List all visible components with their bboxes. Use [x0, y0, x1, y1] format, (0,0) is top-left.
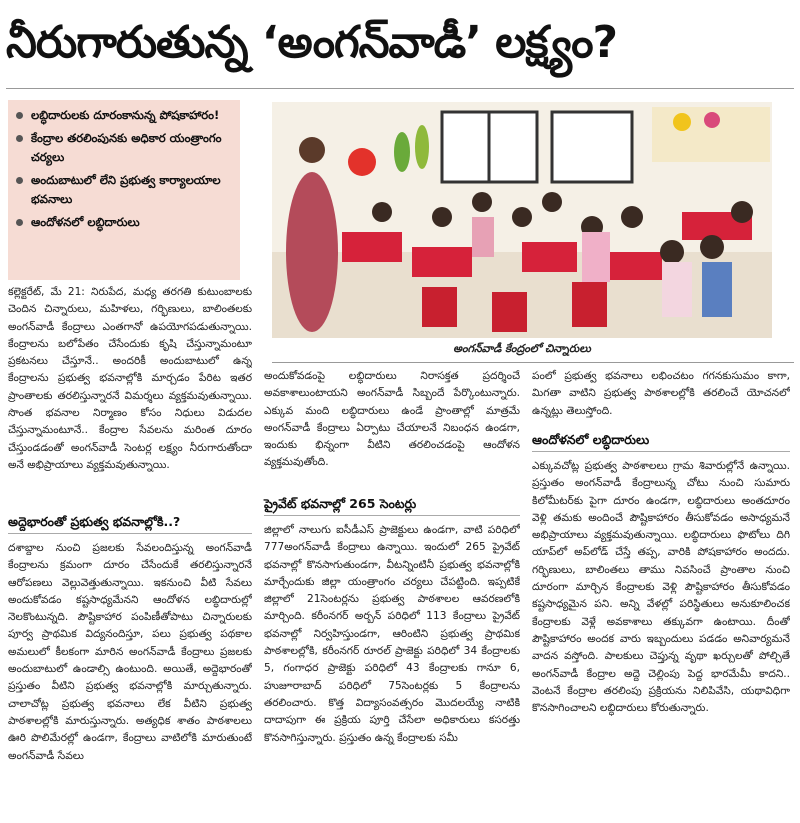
headline: నీరుగారుతున్న ‘అంగన్‌వాడీ’ లక్ష్యం?	[6, 17, 618, 68]
col3-subhead: ఆందోళనలో లబ్ధిదారులు	[532, 432, 650, 447]
highlight-text: అందుబాటులో లేని ప్రభుత్వ కార్యాలయాల భవనాలు	[31, 173, 221, 206]
paragraph: దశాబ్దాల నుంచి ప్రజలకు సేవలందిస్తున్న అంగన్‌వాడీ కేంద్రాలను క్రమంగా దూరం చేసేందుకే తరలిస్తున్నారనే ఆరోపణలు వెల్లువెత్తుతున్నాయి. ఇకనుంచి వీటి సేవలు అందుకోవడం కష్టసాధ్యమేనని ఆందోళన లబ్ధిదారుల్లో నెలకొంటున్నది. పౌష్టికాహార పంపిణీతోపాటు చిన్నారులకు పూర్వ ప్రాథమిక విద్యనందిస్తూ, పలు ప్రభుత్వ పథకాల అమలులో కీలకంగా మారిన అంగన్‌వాడీ కేంద్రాలు ప్రజలకు అందుబాటులో ఉండాల్సి ఉంటుంది. అయితే, అద్దెభారంతో ప్రస్తుతం వీటిని ప్రభుత్వ భవనాల్లోకి మార్చుతున్నారు. చాలాచోట్ల ప్రభుత్వ భవనాలు లేక వీటిని ప్రభుత్వ పాఠశాలల్లోకి మారుస్తున్నారు. అత్యధిక శాతం పాఠశాలలు ఊరి పొలిమేరల్లో ఉండగా, కేంద్రాలు వాటిలోకి మారుతుంటే అంగన్‌వాడీ సేవలు	[8, 542, 252, 762]
col1-subhead: అద్దెభారంతో ప్రభుత్వ భవనాల్లోకి..?	[8, 514, 181, 529]
highlight-item	[14, 213, 234, 232]
paragraph: కల్లెక్టరేట్‌, మే 21: నిరుపేద, మధ్య తరగతి కుటుంబాలకు చెందిన చిన్నారులు, మహిళలు, గర్భిణులు, బాలింతలకు అంగన్‌వాడీ కేంద్రాలు ఎంతగానో ఉపయోగపడుతున్నాయి. కేంద్రాలను బలోపేతం చేసేందుకు కృషి చేస్తున్నామంటూ ప్రకటనలు చేస్తూనే.. అందరికీ అందుబాటులో ఉన్న కేంద్రాలను ప్రభుత్వ భవనాల్లోకి మార్చడం పేరిట ఇతర ప్రాంతాలకు తరలిస్తున్నారనే విమర్శలు వ్యక్తమవుతున్నాయి. సొంత భవనాల నిర్మాణం కోసం నిధులు విడుదల చేస్తున్నామంటూనే.. కేంద్రాల సేవలను మరింత దూరం చేస్తుండడంతో అంగన్‌వాడీ సెంటర్ల లక్ష్యం నీరుగారుతోందా అనే అభిప్రాయాలు వ్యక్తమవుతున్నాయి.	[8, 286, 252, 471]
paragraph: జిల్లాలో నాలుగు ఐసీడీఎస్‌ ప్రాజెక్టులు ఉండగా, వాటి పరిధిలో 777అంగన్‌వాడీ కేంద్రాలు ఉన్నాయి. ఇందులో 265 ప్రైవేట్‌ భవనాల్లో కొనసాగుతుండగా, వీటన్నింటినీ ప్రభుత్వ భవనాల్లోకి మార్చేందుకు జిల్లా యంత్రాంగం చర్యలు చేపట్టింది. ఇప్పటికే జిల్లాలో 21సెంటర్లను ప్రభుత్వ పాఠశాలల ఆవరణలోకి మార్చింది. కరీంనగర్‌ అర్బన్‌ పరిధిలో 113 కేంద్రాలు ప్రైవేట్‌ భవనాల్లో నిర్వహిస్తుండగా, ఆరింటిని ప్రభుత్వ ప్రాథమిక పాఠశాలల్లోకి, కరీంనగర్‌ రూరల్‌ ప్రాజెక్టు పరిధిలో 34 కేంద్రాలకు 5, గంగాధర ప్రాజెక్టు పరిధిలో 43 కేంద్రాలకు గానూ 6, హుజూరాబాద్‌ పరిధిలో 75సెంటర్లకు 5 కేంద్రాలను తరలించారు. కొత్త విద్యాసంవత్సరం మొదలయ్యే నాటికి దాదాపుగా ఈ ప్రక్రియ పూర్తి చేసేలా అధికారులు కసరత్తు కొనసాగిస్తున్నారు. ప్రస్తుతం ఉన్న కేంద్రాలకు సమీ	[264, 524, 520, 744]
bullet-icon	[16, 219, 23, 226]
highlight-text: కేంద్రాల తరలింపునకు అధికార యంత్రాంగం చర్యలు	[31, 131, 222, 164]
bullet-icon	[16, 135, 23, 142]
highlight-item	[14, 171, 234, 209]
col3-body	[532, 458, 790, 820]
col1-subhead-rule	[8, 533, 252, 534]
paragraph: అందుకోవడంపై లబ్ధిదారులు నిరాసక్తత ప్రదర్శించే అవకాశాలుంటాయని అంగన్‌వాడీ సిబ్బందే పేర్కొంటున్నారు. ఎక్కువ మంది లబ్ధిదారులు ఉండే ప్రాంతాల్లో మాత్రమే అంగన్‌వాడీ కేంద్రాలు ఏర్పాటు చేయాలనే నిబంధన ఉండగా, ఇందుకు భిన్నంగా వీటిని తరలించడంపై ఆందోళన వ్యక్తమవుతోంది.	[264, 370, 520, 469]
col2-body	[264, 522, 520, 820]
headline-rule	[6, 88, 794, 89]
paragraph: ఎక్కువచోట్ల ప్రభుత్వ పాఠశాలలు గ్రామ శివారుల్లోనే ఉన్నాయి. ప్రస్తుతం అంగన్‌వాడీ కేంద్రాలున్న చోటు నుంచి సుమారు కిలోమీటర్‌కు పైగా దూరం ఉండగా, లబ్ధిదారులు అంతదూరం వెళ్లి తమకు అందించే పౌష్టికాహారం తీసుకోవడం అసాధ్యమనే అభిప్రాయాలు వ్యక్తమవుతున్నాయి. లబ్ధిదారులు ఫొటోలు దిగి యాప్‌లో అప్‌లోడ్‌ చేస్తే తప్ప, వారికి పోషకాహారం అందదు. గర్భిణులు, బాలింతలు తాము నివసించే ప్రాంతాల నుంచి దూరంగా మార్చిన కేంద్రాలకు వెళ్లి పౌష్టికాహారం తీసుకోవడం కష్టసాధ్యమైన పని. అన్ని వేళల్లో పరిస్థితులు అనుకూలించక కేంద్రాలకు వెళ్లే అవకాశాలు తక్కువగా ఉంటాయి. దీంతో పౌష్టికాహారం అందక వారు ఇబ్బందులు పడడం అనివార్యమనే వాదన వస్తోంది. పాలకులు చెప్తున్న వృథా ఖర్చులతో పోల్చితే అంగన్‌వాడీ కేంద్రాల అద్దె చెల్లింపు పెద్ద భారమేమీ కాదని.. వెంటనే కేంద్రాల తరలింపు ప్రక్రియను నిలిపివేసి, యథావిధిగా కొనసాగించాలని లబ్ధిదారులు కోరుతున్నారు.	[532, 460, 790, 715]
col1-body	[8, 540, 252, 820]
col3-subhead-rule	[532, 451, 790, 452]
col3-top	[532, 368, 790, 428]
col1-intro	[8, 284, 252, 510]
highlight-text: లబ్ధిదారులకు దూరంకానున్న పోషకాహారం!	[31, 108, 220, 122]
highlights-box	[8, 100, 240, 280]
paragraph: పంలో ప్రభుత్వ భవనాలు లభించటం గగనకుసుమం కాగా, మిగతా వాటిని ప్రభుత్వ పాఠశాలల్లోకి తరలించే యోచనలో ఉన్నట్లు తెలుస్తోంది.	[532, 370, 790, 417]
caption-rule	[272, 362, 794, 363]
col2-subhead: ప్రైవేట్‌ భవనాల్లో 265 సెంటర్లు	[264, 496, 417, 511]
highlight-item	[14, 129, 234, 167]
col2-top	[264, 368, 520, 492]
bullet-icon	[16, 112, 23, 119]
highlight-item	[14, 106, 234, 125]
bullet-icon	[16, 177, 23, 184]
col2-subhead-rule	[264, 515, 520, 516]
news-photo	[272, 102, 772, 338]
highlight-text: ఆందోళనలో లబ్ధిదారులు	[31, 215, 140, 229]
classroom-photo	[272, 102, 772, 338]
photo-caption: అంగన్‌వాడీ కేంద్రంలో చిన్నారులు	[453, 342, 591, 355]
